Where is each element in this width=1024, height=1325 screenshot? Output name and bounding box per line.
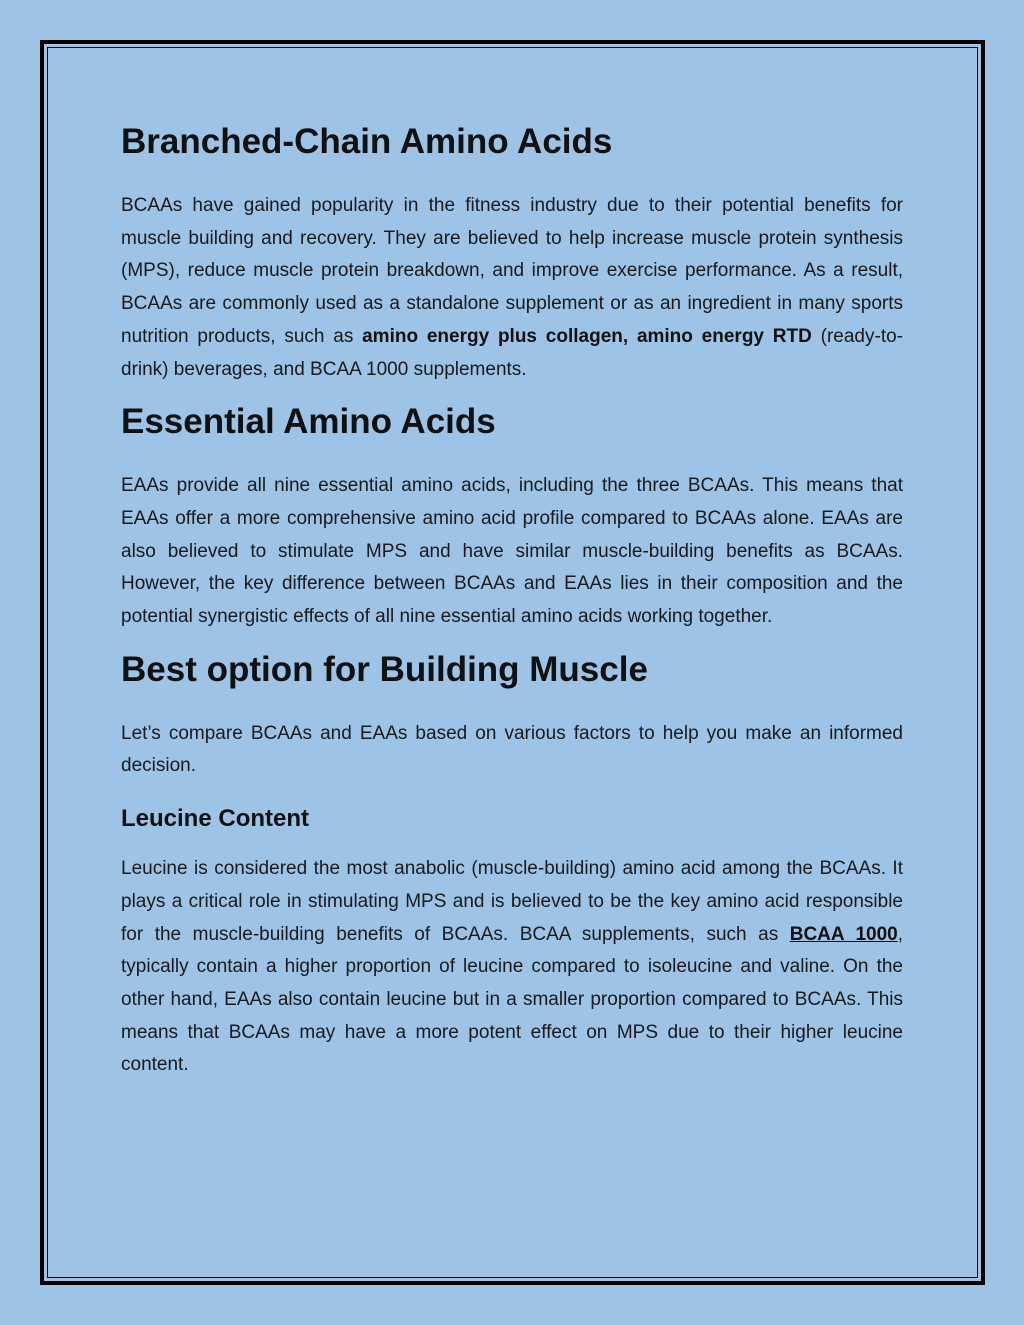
- leucine-text: Leucine is considered the most anabolic (muscle-building) amino acid among the BCAAs. It plays a critical role in stimulating MPS and is believed to be the key amino acid responsible for the muscle-building benefits of BCAAs. BCAA supplements, such as: [121, 858, 903, 945]
- leucine-tail-text: , typically contain a higher proportion of leucine compared to isoleucine and valine. On the other hand, EAAs also contain leucine but in a smaller proportion compared to BCAAs. This means that BCAAs may have a more potent effect on MPS due to their higher leucine content.: [121, 923, 903, 1076]
- paragraph-bcaa: [121, 190, 903, 386]
- paragraph-leucine: [121, 853, 903, 1082]
- heading-bcaa: Branched-Chain Amino Acids: [121, 122, 613, 161]
- heading-eaa: Essential Amino Acids: [121, 402, 496, 442]
- document-body: [121, 118, 903, 1082]
- bcaa-tail-text: (ready-to-drink) beverages, and BCAA 1000 supplements.: [121, 325, 903, 380]
- amino-energy-rtd-link[interactable]: amino energy RTD: [628, 325, 812, 347]
- amino-energy-plus-collagen-link[interactable]: amino energy plus collagen: [362, 325, 623, 347]
- comma-link[interactable]: ,: [622, 325, 629, 347]
- heading-best-option: Best option for Building Muscle: [121, 649, 648, 689]
- paragraph-eaa: EAAs provide all nine essential amino acids, including the three BCAAs. This means that EAAs offer a more comprehensive amino acid profile compared to BCAAs alone. EAAs are also believed to stimulate MPS and have similar muscle-building benefits as BCAAs. However, the key difference between BCAAs and EAAs lies in their composition and the potential synergistic effects of all nine essential amino acids working together.: [121, 475, 903, 628]
- paragraph-best-option: Let’s compare BCAAs and EAAs based on various factors to help you make an informed decision.: [121, 722, 903, 777]
- bcaa-1000-link[interactable]: BCAA 1000: [789, 923, 898, 945]
- bcaa-text: BCAAs have gained popularity in the fitness industry due to their potential benefits for muscle building and recovery. They are believed to help increase muscle protein synthesis (MPS), reduce muscle protein breakdown, and improve exercise performance. As a result, BCAAs are commonly used as a standalone supplement or as an ingredient in many sports nutrition products, such as: [121, 195, 903, 347]
- heading-leucine: Leucine Content: [121, 805, 310, 833]
